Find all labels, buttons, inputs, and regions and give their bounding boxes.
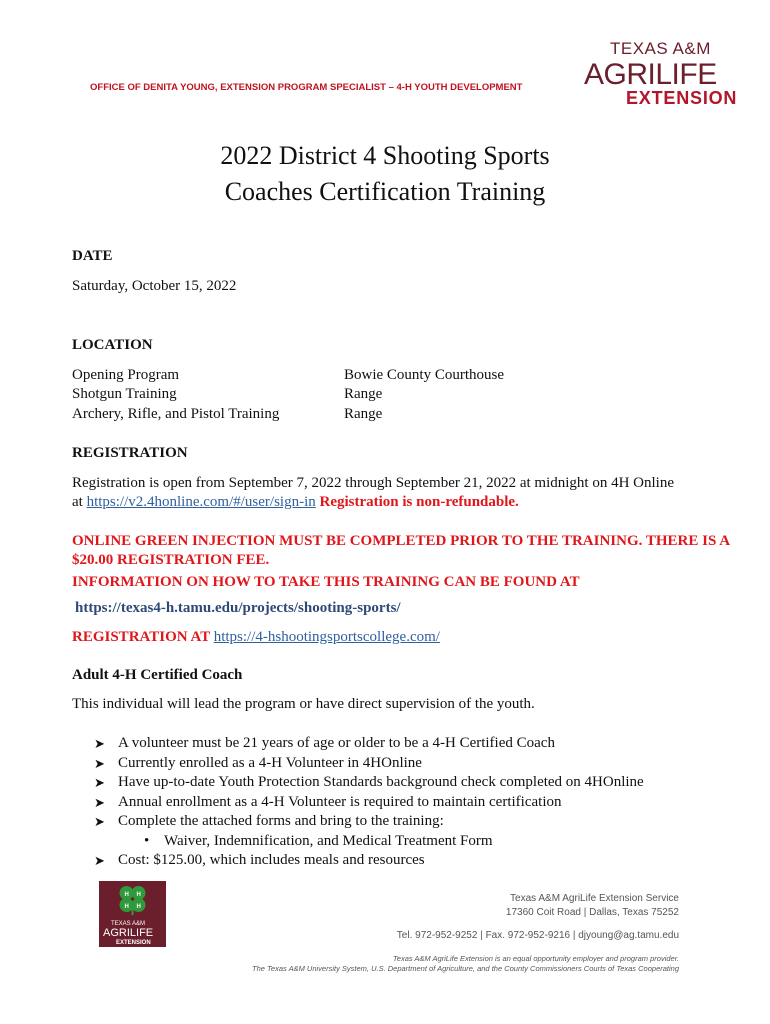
arrow-bullet-icon: ➤ — [94, 736, 105, 751]
list-item: ➤ Cost: $125.00, which includes meals and resources — [72, 851, 712, 871]
footer-4h-logo — [99, 881, 166, 947]
svg-text:TEXAS A&M: TEXAS A&M — [111, 921, 146, 927]
svg-text:AGRILIFE: AGRILIFE — [103, 927, 154, 939]
date-heading: DATE — [72, 248, 113, 264]
registration-text: Registration is open from September 7, 2022 through September 21, 2022 at midnight on 4H Online — [72, 475, 674, 491]
logo-line3: EXTENSION — [626, 88, 738, 108]
location-heading: LOCATION — [72, 337, 153, 353]
footer-address: 17360 Coit Road | Dallas, Texas 75252 — [505, 907, 679, 918]
location-item: Opening Program — [72, 367, 180, 383]
registration-prefix: at — [72, 494, 87, 510]
office-header: OFFICE OF DENITA YOUNG, EXTENSION PROGRAM SPECIALIST – 4-H YOUTH DEVELOPMENT — [90, 82, 523, 93]
location-item: Archery, Rifle, and Pistol Training — [72, 406, 280, 422]
registration-at-label: REGISTRATION AT — [72, 629, 214, 645]
footer-org: Texas A&M AgriLife Extension Service — [510, 893, 679, 904]
coach-intro: This individual will lead the program or have direct supervision of the youth. — [72, 696, 535, 712]
page-title-line2: Coaches Certification Training — [224, 177, 546, 206]
footer-contact: Tel. 972-952-9252 | Fax. 972-952-9216 | djyoung@ag.tamu.edu — [396, 930, 679, 941]
list-item: ➤ A volunteer must be 21 years of age or older to be a 4-H Certified Coach — [72, 734, 712, 754]
alert-line3: INFORMATION ON HOW TO TAKE THIS TRAINING CAN BE FOUND AT — [72, 574, 580, 590]
nonrefundable-note: Registration is non-refundable. — [315, 494, 519, 510]
svg-text:EXTENSION: EXTENSION — [116, 940, 151, 946]
arrow-bullet-icon: ➤ — [94, 794, 105, 810]
shooting-college-link[interactable]: https://4-hshootingsportscollege.com/ — [213, 629, 440, 645]
list-item: ➤ Have up-to-date Youth Protection Standards background check completed on 4HOnline — [72, 773, 712, 793]
svg-text:H: H — [124, 892, 129, 898]
footer-eeo: Texas A&M AgriLife Extension is an equal opportunity employer and program provider. — [392, 954, 679, 963]
alert-line1: ONLINE GREEN INJECTION MUST BE COMPLETED PRIOR TO THE TRAINING. THERE IS A — [72, 533, 731, 549]
list-item: ➤ Currently enrolled as a 4-H Volunteer in 4HOnline — [72, 754, 712, 774]
list-item: ➤ Annual enrollment as a 4-H Volunteer is required to maintain certification — [72, 793, 712, 813]
coach-heading: Adult 4-H Certified Coach — [72, 667, 243, 683]
coach-requirements-list — [72, 734, 712, 871]
location-item: Shotgun Training — [72, 386, 177, 402]
svg-text:H: H — [124, 904, 129, 910]
page-title-line1: 2022 District 4 Shooting Sports — [220, 141, 550, 170]
date-value: Saturday, October 15, 2022 — [72, 278, 237, 294]
footer-cooperating: The Texas A&M University System, U.S. Department of Agriculture, and the County Commissioners Courts of Texas Cooperating — [252, 964, 679, 973]
svg-text:H: H — [136, 904, 141, 910]
registration-at-line — [72, 628, 440, 646]
registration-heading: REGISTRATION — [72, 445, 188, 461]
dot-bullet-icon: • — [144, 832, 150, 849]
arrow-bullet-icon: ➤ — [94, 775, 105, 790]
clover-icon — [120, 886, 146, 915]
location-place: Range — [344, 406, 383, 422]
arrow-bullet-icon: ➤ — [94, 814, 105, 829]
4honline-link[interactable]: https://v2.4honline.com/#/user/sign-in — [86, 494, 316, 510]
shooting-sports-info-link[interactable]: https://texas4-h.tamu.edu/projects/shooting-sports/ — [75, 600, 401, 616]
svg-text:H: H — [136, 892, 141, 898]
logo-line1: TEXAS A&M — [610, 39, 711, 58]
alert-line2: $20.00 REGISTRATION FEE. — [72, 552, 270, 568]
sub-list-item: • Waiver, Indemnification, and Medical Treatment Form — [72, 832, 712, 852]
location-place: Bowie County Courthouse — [344, 367, 504, 383]
location-place: Range — [344, 386, 383, 402]
list-item: ➤ Complete the attached forms and bring to the training: — [72, 812, 712, 832]
logo-line2: AGRILIFE — [584, 58, 717, 91]
arrow-bullet-icon: ➤ — [94, 755, 105, 771]
registration-link-line — [72, 494, 519, 511]
agrilife-logo — [584, 38, 760, 108]
arrow-bullet-icon: ➤ — [94, 853, 105, 868]
